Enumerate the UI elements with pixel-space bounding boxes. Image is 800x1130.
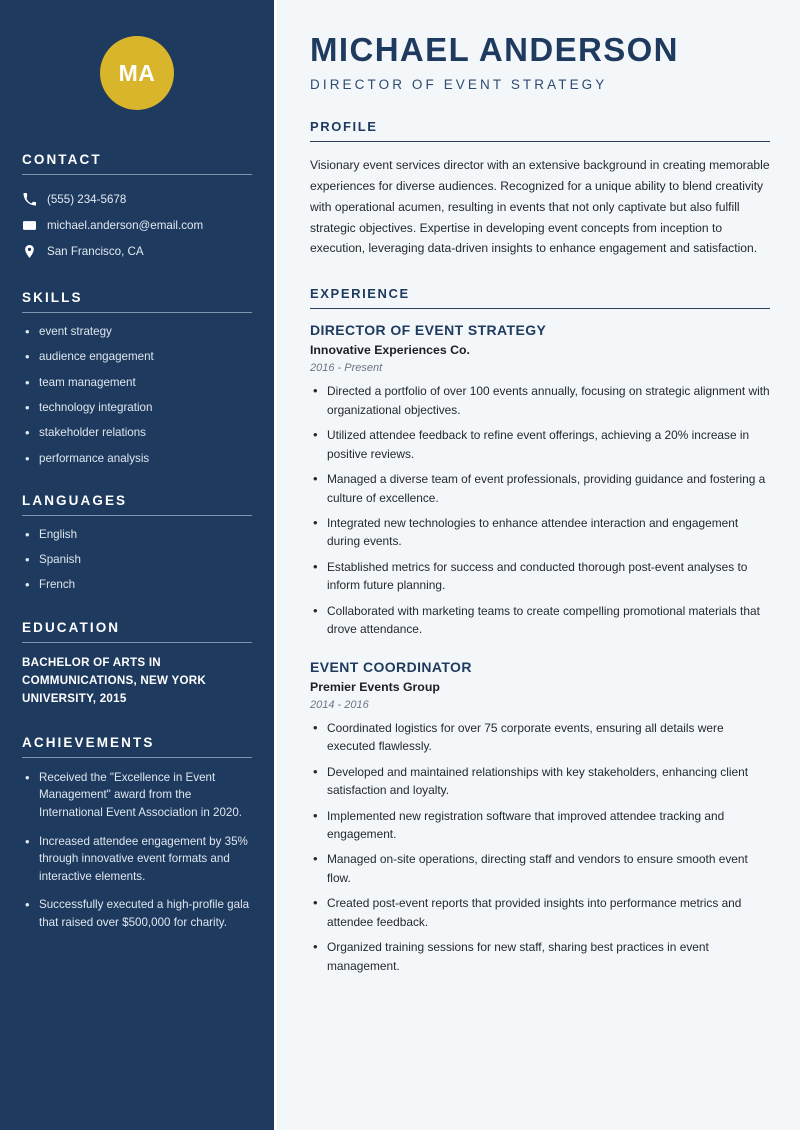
list-item: • event strategy (22, 324, 252, 341)
list-item: • technology integration (22, 400, 252, 417)
sidebar-section-contact (22, 152, 252, 264)
education-degree: BACHELOR OF ARTS IN COMMUNICATIONS, NEW YORK UNIVERSITY, 2015 (22, 655, 206, 706)
main-section-profile (310, 119, 770, 259)
contact-phone-text: (555) 234-5678 (47, 192, 127, 206)
list-item: • Created post-event reports that provided insights into performance metrics and attendee feedback. (310, 894, 770, 931)
experience-entry (310, 659, 770, 975)
list-item: • Coordinated logistics for over 75 corporate events, ensuring all details were executed flawlessly. (310, 719, 770, 756)
achievements-list (22, 769, 252, 932)
job-dates: 2016 - Present (310, 362, 383, 375)
avatar-container (22, 0, 252, 130)
list-item: • Collaborated with marketing teams to create compelling promotional materials that drove attendance. (310, 602, 770, 639)
experience-divider (310, 308, 770, 309)
sidebar-section-languages (22, 493, 252, 593)
job-company: Premier Events Group (310, 679, 440, 694)
education-divider (22, 642, 252, 643)
page-title: MICHAEL ANDERSON (310, 31, 679, 68)
profile-divider (310, 141, 770, 142)
envelope-icon (22, 218, 36, 232)
list-item: • Managed on-site operations, directing staff and vendors to ensure smooth event flow. (310, 850, 770, 887)
list-item: • Received the "Excellence in Event Management" award from the International Event Association in 2020. (22, 769, 252, 822)
job-bullet-list (310, 719, 770, 975)
list-item: • Established metrics for success and conducted thorough post-event analyses to inform future planning. (310, 558, 770, 595)
job-company: Innovative Experiences Co. (310, 343, 470, 358)
contact-heading: CONTACT (22, 152, 102, 167)
skills-divider (22, 312, 252, 313)
languages-divider (22, 515, 252, 516)
phone-icon (22, 192, 36, 206)
list-item: • Successfully executed a high-profile gala that raised over $500,000 for charity. (22, 896, 252, 931)
list-item: • English (22, 527, 252, 544)
list-item: • team management (22, 375, 252, 392)
contact-row-phone[interactable] (22, 186, 252, 212)
list-item: • Organized training sessions for new staff, sharing best practices in event management. (310, 938, 770, 975)
contact-email-text: michael.anderson@email.com (47, 218, 204, 232)
avatar: MA (100, 36, 174, 110)
location-pin-icon (22, 244, 36, 258)
profile-heading: PROFILE (310, 119, 378, 135)
sidebar (0, 0, 277, 1130)
list-item: • performance analysis (22, 451, 252, 468)
contact-row-location[interactable] (22, 238, 252, 264)
list-item: • Increased attendee engagement by 35% through innovative event formats and interactive elements. (22, 833, 252, 886)
list-item: • Managed a diverse team of event professionals, providing guidance and fostering a culture of excellence. (310, 470, 770, 507)
list-item: • Integrated new technologies to enhance attendee interaction and engagement during events. (310, 514, 770, 551)
achievements-heading: ACHIEVEMENTS (22, 734, 155, 750)
sidebar-section-skills (22, 290, 252, 467)
list-item: • stakeholder relations (22, 425, 252, 442)
list-item: • French (22, 577, 252, 594)
job-bullet-list (310, 382, 770, 638)
profile-text: Visionary event services director with an extensive background in creating memorable experiences for diverse audiences. Recognized for a unique ability to blend creativity with operational acumen, resulting in events that not only captivate but also fulfill strategic objectives. Expertise in developing event concepts from inception to execution, leveraging data-driven insights to enhance engagement and satisfaction. (310, 158, 770, 256)
list-item: • Implemented new registration software that improved attendee tracking and engagement. (310, 807, 770, 844)
job-title: EVENT COORDINATOR (310, 658, 472, 675)
list-item: • Spanish (22, 552, 252, 569)
header-subtitle: DIRECTOR OF EVENT STRATEGY (310, 77, 608, 93)
list-item: • Developed and maintained relationships with key stakeholders, enhancing client satisfaction and loyalty. (310, 763, 770, 800)
languages-list (22, 527, 252, 593)
achievements-divider (22, 757, 252, 758)
main-section-experience (310, 286, 770, 975)
contact-divider (22, 174, 252, 175)
education-heading: EDUCATION (22, 619, 121, 635)
list-item: • Directed a portfolio of over 100 events annually, focusing on strategic alignment with organizational objectives. (310, 382, 770, 419)
main-content (277, 0, 800, 1130)
sidebar-section-achievements (22, 735, 252, 932)
contact-row-email[interactable] (22, 212, 252, 238)
list-item: • audience engagement (22, 349, 252, 366)
contact-location-text: San Francisco, CA (47, 244, 144, 258)
languages-heading: LANGUAGES (22, 493, 128, 509)
sidebar-section-education (22, 620, 252, 709)
skills-heading: SKILLS (22, 290, 83, 306)
job-dates: 2014 - 2016 (310, 698, 369, 711)
skills-list (22, 324, 252, 467)
experience-entry (310, 322, 770, 638)
experience-heading: EXPERIENCE (310, 286, 410, 302)
job-title: DIRECTOR OF EVENT STRATEGY (310, 322, 547, 339)
list-item: • Utilized attendee feedback to refine event offerings, achieving a 20% increase in positive reviews. (310, 426, 770, 463)
